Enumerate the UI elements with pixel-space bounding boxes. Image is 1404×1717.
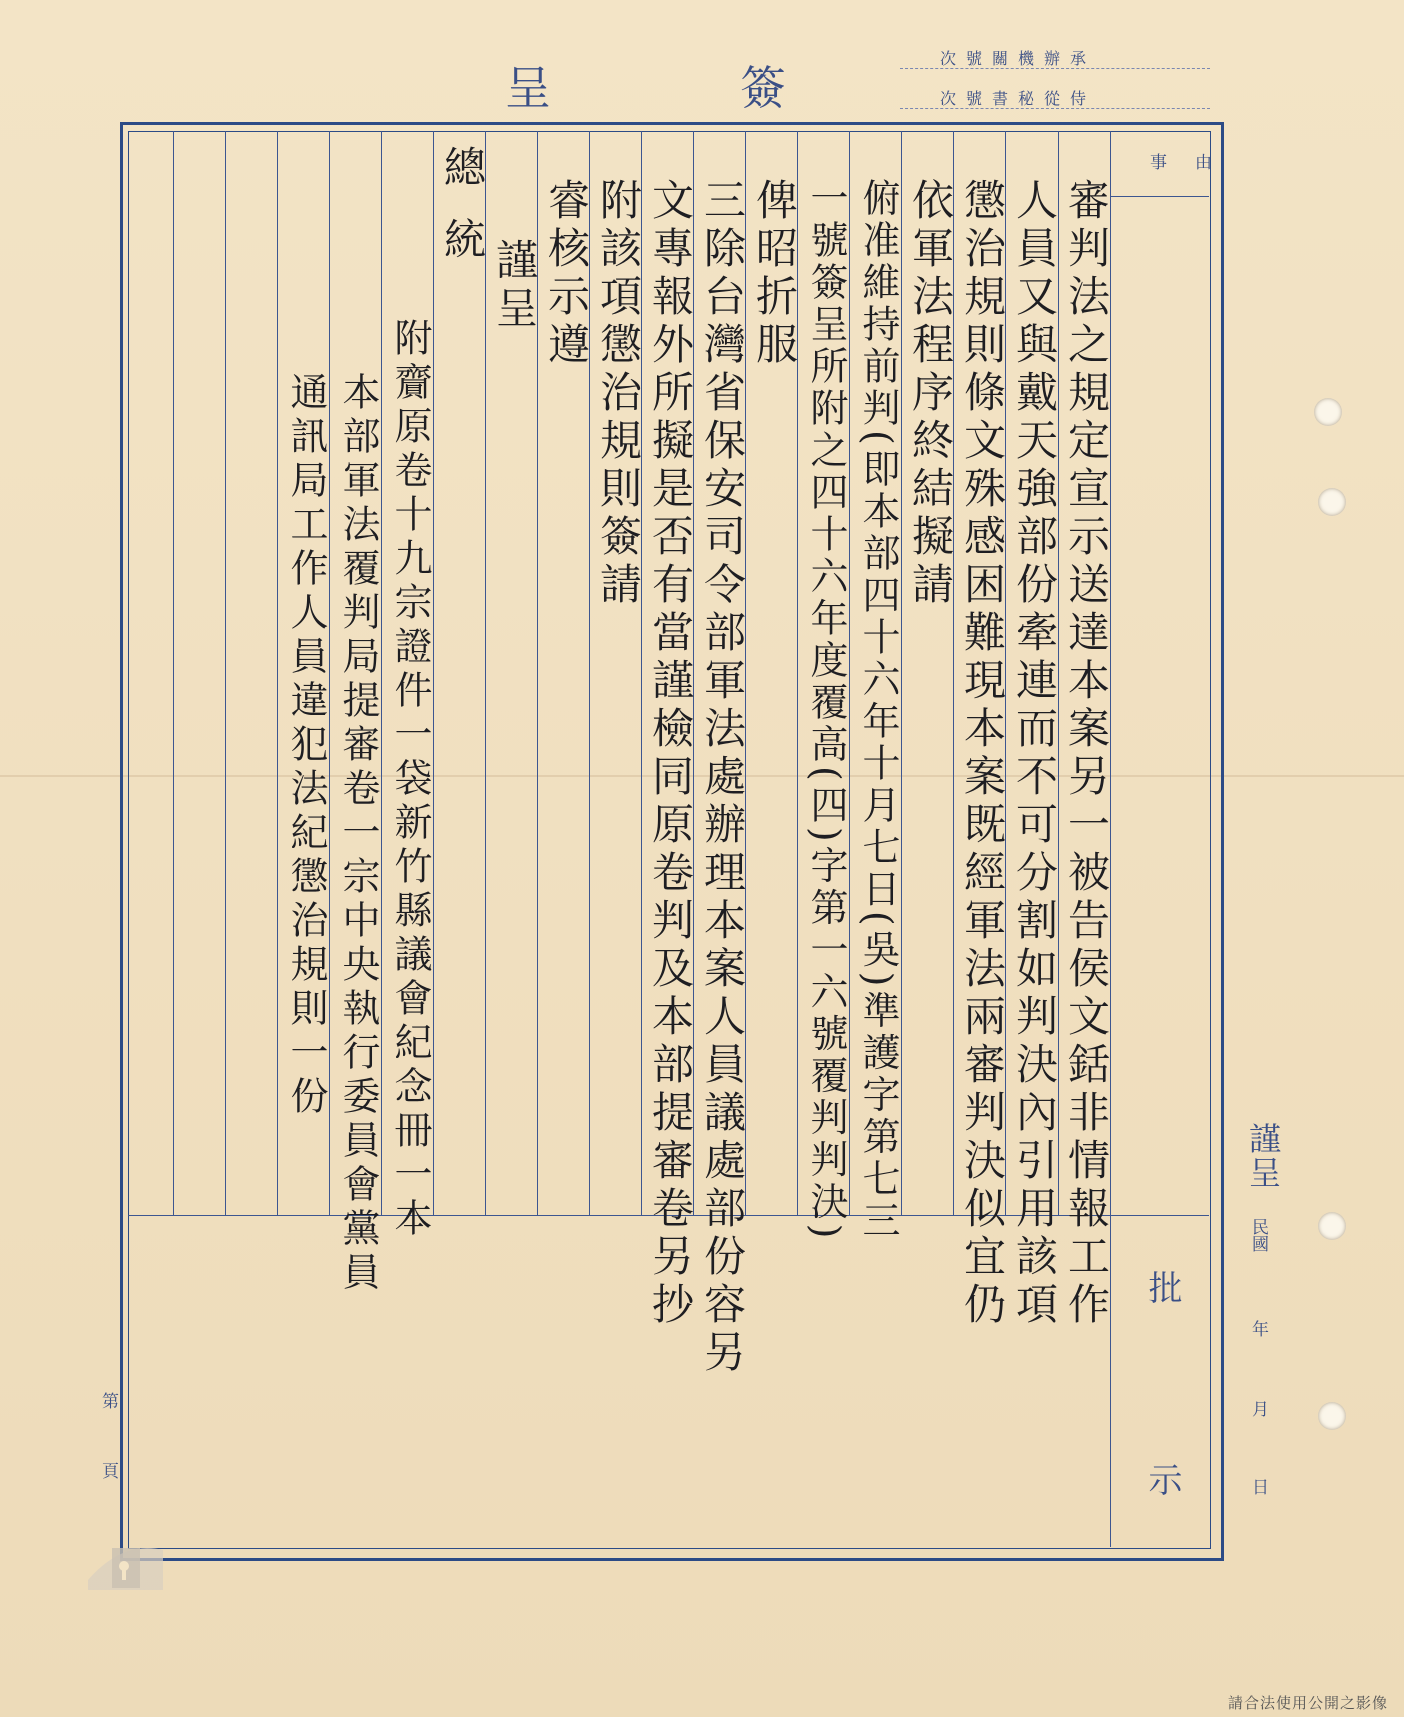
header-line-1 — [900, 68, 1210, 69]
instruction-label: 批 — [1142, 1270, 1182, 1334]
body-column-2: 人員又與戴天強部份牽連而不可分割如判決內引用該項 — [1010, 178, 1059, 1330]
submit-mark: 謹呈 — [1244, 1122, 1282, 1190]
date-year: 年 — [1248, 1320, 1268, 1367]
archive-logo-icon — [78, 1510, 168, 1600]
page-label-bottom: 頁 — [98, 1462, 118, 1509]
binder-hole — [1318, 1402, 1346, 1430]
column-rule — [173, 131, 174, 1215]
subject-label: 事由 — [1150, 153, 1240, 173]
column-rule — [225, 131, 226, 1215]
watermark: 請合法使用公開之影像 — [1227, 1694, 1388, 1712]
body-column-6: 一號簽呈所附之四十六年度覆高(四)字第一六號覆判判決) — [804, 178, 848, 1243]
body-column-3: 懲治規則條文殊感困難現本案既經軍法兩審判決似宜仍 — [958, 178, 1007, 1330]
body-column-7: 俾昭折服 — [750, 178, 799, 370]
header-row-1: 次號關機辦承 — [940, 49, 1097, 68]
column-rule — [485, 131, 486, 1215]
subject-rule — [1110, 196, 1209, 197]
date-day: 日 — [1248, 1478, 1268, 1525]
body-column-10: 附該項懲治規則簽請 — [594, 178, 643, 610]
body-column-5: 俯准維持前判(即本部四十六年十月七日(吳)準護字第七三 — [856, 178, 900, 1243]
form-title-right: 簽 — [740, 61, 788, 115]
addressee: 總統 — [438, 145, 487, 289]
body-column-4: 依軍法程序終結擬請 — [906, 178, 955, 610]
date-prefix: 民國 — [1248, 1218, 1268, 1252]
header-line-2 — [900, 108, 1210, 109]
header-row-2: 次號書秘從侍 — [940, 89, 1097, 108]
body-column-1: 審判法之規定宣示送達本案另一被告侯文銛非情報工作 — [1062, 178, 1111, 1330]
form-title-left: 呈 — [505, 61, 553, 115]
instruction-label-2: 示 — [1142, 1462, 1182, 1526]
body-column-9: 文專報外所擬是否有當謹檢同原卷判及本部提審卷另抄 — [646, 178, 695, 1330]
body-column-8: 三除台灣省保安司令部軍法處辦理本案人員議處部份容另 — [698, 178, 747, 1378]
date-month: 月 — [1248, 1400, 1268, 1447]
column-rule — [277, 131, 278, 1215]
page-label-top: 第 — [98, 1392, 118, 1439]
body-column-11: 睿核示遵 — [542, 178, 591, 370]
binder-hole — [1318, 1212, 1346, 1240]
binder-hole — [1314, 398, 1342, 426]
closing-submit: 謹呈 — [490, 238, 539, 334]
attachment-line-2: 本部軍法覆判局提審卷一宗中央執行委員會黨員 — [336, 372, 380, 1296]
binder-hole — [1318, 488, 1346, 516]
attachment-line-1: 附齎原卷十九宗證件一袋新竹縣議會紀念冊一本 — [388, 318, 432, 1242]
attachment-line-3: 通訊局工作人員違犯法紀懲治規則一份 — [284, 372, 328, 1120]
